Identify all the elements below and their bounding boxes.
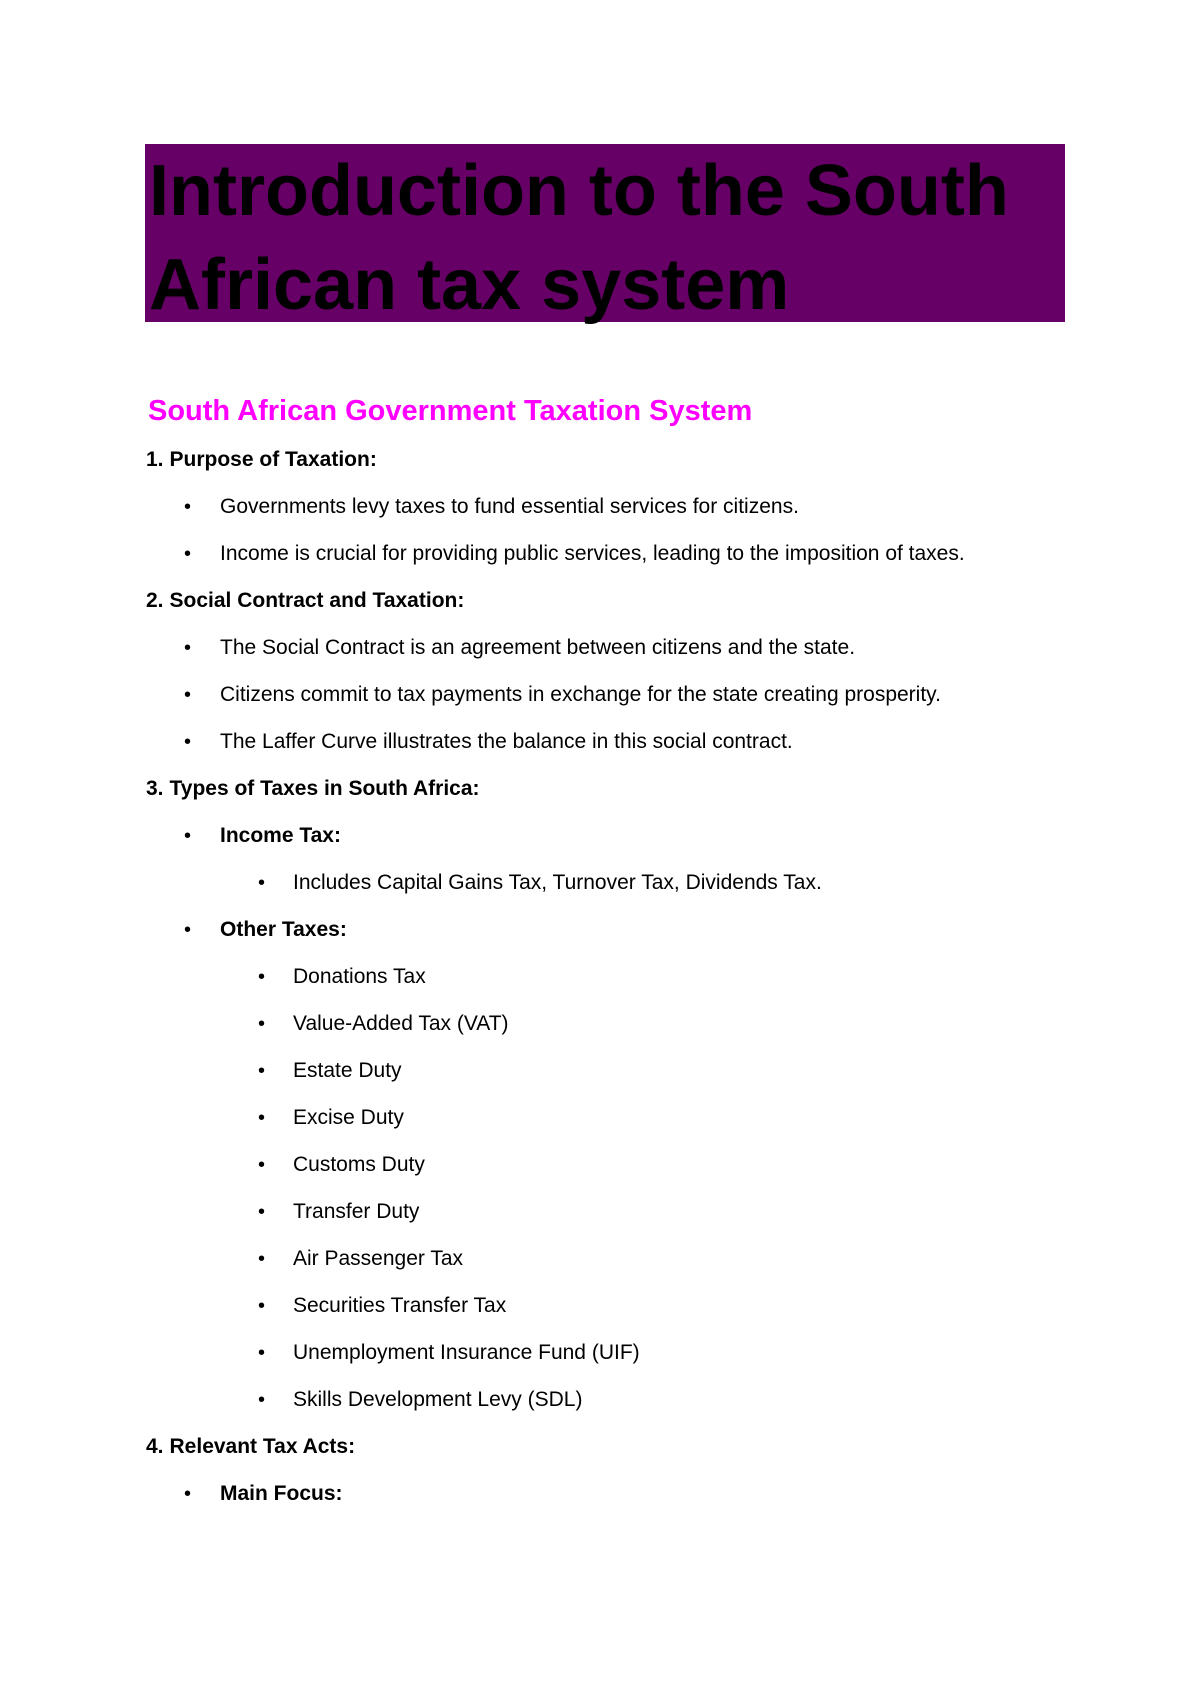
list-item-text: Estate Duty (293, 1059, 402, 1082)
list-item-text: Donations Tax (293, 965, 426, 988)
bullet-icon: • (258, 966, 266, 988)
list-group-income-tax (146, 821, 1076, 898)
list-item-text: Excise Duty (293, 1106, 404, 1129)
list-group-other-taxes (146, 915, 1076, 1415)
bullet-list (146, 1479, 1076, 1509)
bullet-icon: • (184, 496, 192, 518)
list-group-main-focus (146, 1479, 1076, 1509)
list-item-text: Income is crucial for providing public services, leading to the imposition of taxes. (220, 542, 965, 565)
section-subtitle: South African Government Taxation System (148, 395, 753, 427)
bullet-icon: • (258, 1013, 266, 1035)
bullet-list (146, 633, 1076, 757)
section-number: 3. (146, 777, 164, 800)
section-heading-purpose (146, 445, 1076, 475)
list-item (220, 1385, 1076, 1415)
section-heading-social-contract (146, 586, 1076, 616)
bullet-list (146, 821, 1076, 1415)
section-number: 4. (146, 1435, 164, 1458)
list-item (146, 633, 1076, 663)
bullet-icon: • (184, 543, 192, 565)
list-item-text: Citizens commit to tax payments in exchange for the state creating prosperity. (220, 683, 941, 706)
list-item (220, 1103, 1076, 1133)
list-item-text: The Laffer Curve illustrates the balance in this social contract. (220, 730, 793, 753)
bullet-icon: • (258, 1389, 266, 1411)
list-item-text: Unemployment Insurance Fund (UIF) (293, 1341, 640, 1364)
bullet-icon: • (184, 684, 192, 706)
section-heading-types-of-taxes (146, 774, 1076, 804)
list-item (220, 1009, 1076, 1039)
bullet-icon: • (258, 1060, 266, 1082)
bullet-icon: • (258, 1248, 266, 1270)
bullet-icon: • (258, 1201, 266, 1223)
list-item (146, 492, 1076, 522)
list-item-text: Air Passenger Tax (293, 1247, 464, 1270)
list-item (146, 539, 1076, 569)
bullet-icon: • (184, 637, 192, 659)
document-body (146, 445, 1076, 1526)
nested-bullet-list (220, 868, 1076, 898)
section-heading-text: Social Contract and Taxation: (169, 589, 465, 612)
list-item-text: Transfer Duty (293, 1200, 420, 1223)
list-item (146, 680, 1076, 710)
bullet-icon: • (184, 731, 192, 753)
list-group-label: Other Taxes: (220, 918, 347, 941)
list-item (146, 727, 1076, 757)
section-heading-tax-acts (146, 1432, 1076, 1462)
list-item-text: Skills Development Levy (SDL) (293, 1388, 583, 1411)
list-item (220, 1244, 1076, 1274)
section-heading-text: Purpose of Taxation: (169, 448, 377, 471)
list-item-text: Securities Transfer Tax (293, 1294, 507, 1317)
list-item (220, 1150, 1076, 1180)
title-line-1: Introduction to the South (149, 151, 1009, 231)
bullet-icon: • (184, 825, 192, 847)
section-heading-text: Relevant Tax Acts: (169, 1435, 356, 1458)
list-item (220, 1291, 1076, 1321)
bullet-list (146, 492, 1076, 569)
section-number: 1. (146, 448, 164, 471)
list-item-text: Governments levy taxes to fund essential services for citizens. (220, 495, 799, 518)
list-item (220, 1056, 1076, 1086)
bullet-icon: • (184, 1483, 192, 1505)
list-item-text: Value-Added Tax (VAT) (293, 1012, 509, 1035)
list-item-text: The Social Contract is an agreement between citizens and the state. (220, 636, 856, 659)
bullet-icon: • (258, 872, 266, 894)
list-item-text: Includes Capital Gains Tax, Turnover Tax, Dividends Tax. (293, 871, 822, 894)
section-heading-text: Types of Taxes in South Africa: (169, 777, 480, 800)
list-item (220, 962, 1076, 992)
bullet-icon: • (258, 1154, 266, 1176)
list-item (220, 1197, 1076, 1227)
document-title (145, 144, 1065, 325)
list-item (220, 1338, 1076, 1368)
list-item-text: Customs Duty (293, 1153, 425, 1176)
bullet-icon: • (258, 1107, 266, 1129)
bullet-icon: • (184, 919, 192, 941)
list-item (220, 868, 1076, 898)
section-number: 2. (146, 589, 164, 612)
title-line-2: African tax system (149, 245, 790, 325)
nested-bullet-list (220, 962, 1076, 1415)
bullet-icon: • (258, 1342, 266, 1364)
bullet-icon: • (258, 1295, 266, 1317)
list-group-label: Main Focus: (220, 1482, 343, 1505)
list-group-label: Income Tax: (220, 824, 341, 847)
